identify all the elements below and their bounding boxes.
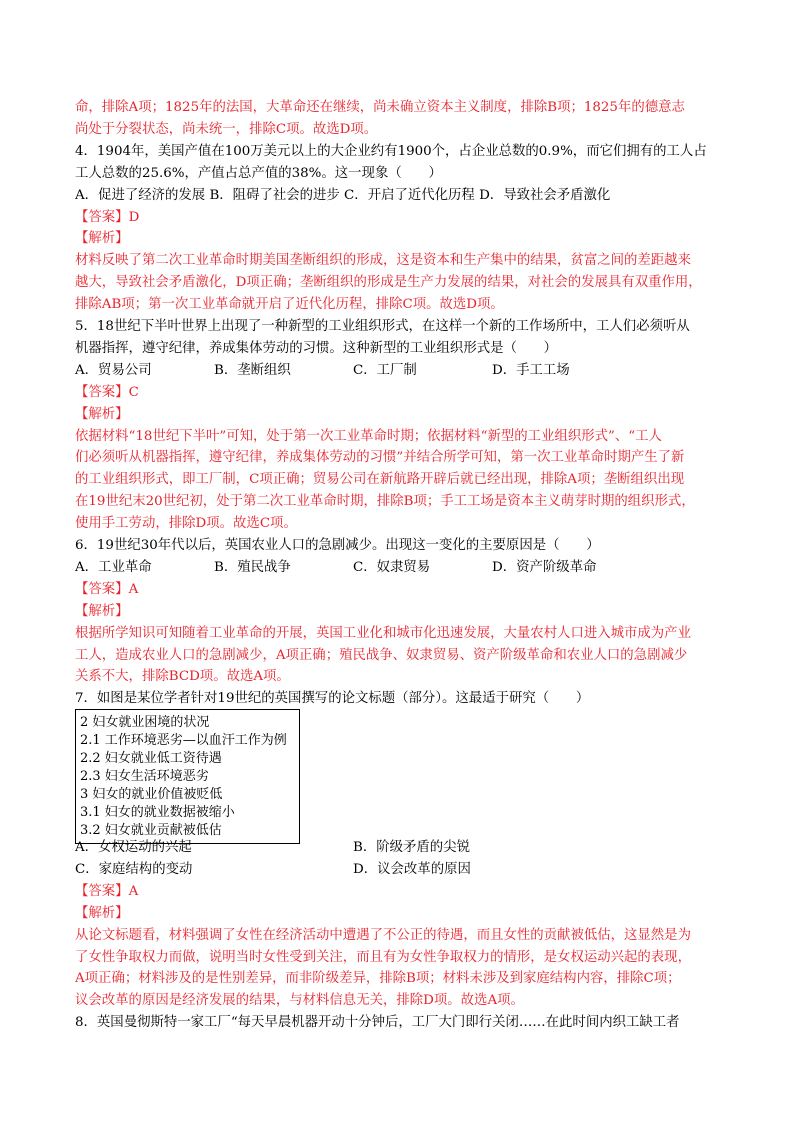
q5-analysis-line: 依据材料“18世纪下半叶”可知，处于第一次工业革命时期；依据材料“新型的工业组织形式”、“工人 [75, 428, 662, 444]
q7-analysis-line: 议会改革的原因是经济发展的结果，与材料信息无关，排除D项。故选A项。 [75, 993, 524, 1009]
q6-option-d: D．资产阶级革命 [492, 559, 597, 575]
q5-option-a: A．贸易公司 [75, 362, 152, 378]
q6-answer [75, 578, 730, 602]
q6-analysis-line: 工人，造成农业人口的急剧减少，A项正确；殖民战争、奴隶贸易、资产阶级革命和农业人口的急剧减少 [75, 647, 688, 663]
q5-option-d: D．手工工场 [492, 362, 570, 378]
q4-analysis-line: 材料反映了第二次工业革命时期美国垄断组织的形成，这是资本和生产集中的结果，贫富之间的差距越来 [75, 253, 691, 269]
q5-analysis-label: 【解析】 [75, 406, 129, 422]
outline-item: 3 妇女的就业价值被贬低 [80, 787, 223, 803]
q5-analysis-line: 使用手工劳动，排除D项。故选C项。 [75, 516, 297, 532]
q4-stem: 工人总数的25.6%，产值占总产值的38%。这一现象（ ） [75, 165, 442, 181]
q4-answer [75, 206, 730, 230]
q6-analysis-line: 关系不大，排除BCD项。故选A项。 [75, 669, 290, 685]
q6-analysis-label: 【解析】 [75, 603, 129, 619]
q6-option-b: B．殖民战争 [214, 559, 291, 575]
q4-analysis-line: 越大，导致社会矛盾激化，D项正确；垄断组织的形成是生产力发展的结果，对社会的发展具有双重作用， [75, 275, 702, 291]
answer-value: D [128, 209, 140, 225]
outline-item: 2.1 工作环境恶劣—以血汗工作为例 [80, 733, 287, 749]
q5-option-b: B．垄断组织 [214, 362, 291, 378]
answer-label: 【答案】 [75, 384, 129, 400]
q4-analysis-label: 【解析】 [75, 231, 129, 247]
answer-label: 【答案】 [75, 581, 129, 597]
q7-stem: 7．如图是某位学者针对19世纪的英国撰写的论文标题（部分）。这最适于研究（ ） [75, 691, 590, 707]
answer-value: A [128, 581, 139, 597]
q5-analysis-line: 的工业组织形式，即工厂制，C项正确；贸易公司在新航路开辟后就已经出现，排除A项；垄断组织出现 [75, 472, 685, 488]
q7-option-b: B．阶级矛盾的尖锐 [353, 840, 470, 856]
q7-option-d: D．议会改革的原因 [353, 861, 471, 877]
q7-analysis-line: 从论文标题看，材料强调了女性在经济活动中遭遇了不公正的待遇，而且女性的贡献被低估，这显然是为 [75, 927, 691, 943]
q4-stem: 4．1904年，美国产值在100万美元以上的大企业约有1900个，占企业总数的0.9%，而它们拥有的工人占 [75, 143, 707, 159]
outline-item: 3.2 妇女就业贡献被低估 [80, 823, 222, 839]
q5-stem: 5．18世纪下半叶世界上出现了一种新型的工业组织形式，在这样一个新的工作场所中，工人们必须听从 [75, 319, 690, 334]
q3-analysis-line: 命，排除A项；1825年的法国，大革命还在继续，尚未确立资本主义制度，排除B项；1825年的德意志 [75, 100, 685, 115]
q7-analysis-line: 了女性争取权力而做，说明当时女性受到关注，而且有为女性争取权力的情形，是女权运动兴起的表现， [75, 949, 691, 965]
q5-answer [75, 381, 730, 405]
answer-label: 【答案】 [75, 209, 129, 225]
answer-value: C [128, 384, 139, 400]
outline-item: 3.1 妇女的就业数据被缩小 [80, 805, 235, 821]
q5-option-c: C．工厂制 [353, 362, 417, 378]
q6-analysis-line: 根据所学知识可知随着工业革命的开展，英国工业化和城市化迅速发展，大量农村人口进入城市成为产业 [75, 625, 691, 641]
q3-analysis-line: 尚处于分裂状态，尚未统一，排除C项。故选D项。 [75, 121, 378, 137]
q5-stem: 机器指挥，遵守纪律，养成集体劳动的习惯。这种新型的工业组织形式是（ ） [75, 340, 558, 356]
q4-options: A．促进了经济的发展 B．阻碍了社会的进步 C．开启了近代化历程 D．导致社会矛盾激化 [75, 187, 611, 203]
q7-analysis-label: 【解析】 [75, 905, 129, 921]
q4-analysis-line: 排除AB项；第一次工业革命就开启了近代化历程，排除C项。故选D项。 [75, 297, 504, 313]
q7-answer [75, 880, 730, 904]
q5-analysis-line: 在19世纪末20世纪初，处于第二次工业革命时期，排除B项；手工工场是资本主义萌芽时期的组织形式， [75, 494, 695, 510]
answer-value: A [128, 883, 139, 899]
q5-analysis-line: 们必须听从机器指挥，遵守纪律，养成集体劳动的习惯”并结合所学可知，第一次工业革命时期产生了新 [75, 450, 685, 466]
q7-analysis-line: A项正确；材料涉及的是性别差异，而非阶级差异，排除B项；材料未涉及到家庭结构内容，排除C项； [75, 971, 681, 987]
q6-option-a: A．工业革命 [75, 559, 152, 575]
q7-thesis-outline-box [75, 709, 300, 844]
q8-stem: 8．英国曼彻斯特一家工厂“每天早晨机器开动十分钟后，工厂大门即行关闭……在此时间内织工缺工者 [75, 1015, 680, 1031]
q7-option-a: A．女权运动的兴起 [75, 840, 192, 856]
q6-option-c: C．奴隶贸易 [353, 559, 431, 575]
outline-item: 2.3 妇女生活环境恶劣 [80, 769, 209, 785]
q6-stem: 6．19世纪30年代以后，英国农业人口的急剧减少。出现这一变化的主要原因是（ ） [75, 538, 600, 553]
outline-item: 2.2 妇女就业低工资待遇 [80, 751, 222, 767]
q7-option-c: C．家庭结构的变动 [75, 861, 193, 877]
answer-label: 【答案】 [75, 883, 129, 899]
outline-item: 2 妇女就业困境的状况 [80, 715, 210, 731]
